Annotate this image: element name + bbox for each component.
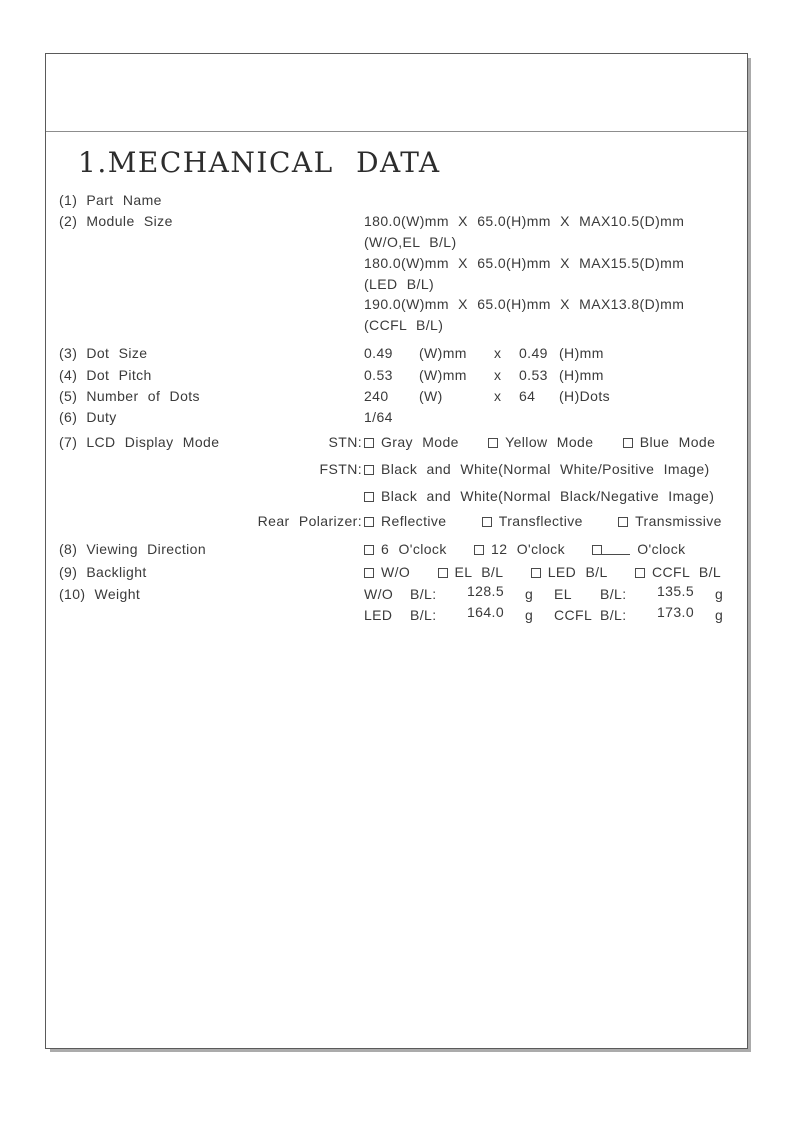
backlight-option <box>438 564 504 580</box>
item-dot-pitch <box>59 367 739 383</box>
value-part: (H)mm <box>559 345 604 361</box>
viewing-option-blank <box>592 541 685 557</box>
value-part: 0.53 <box>519 367 548 383</box>
weight-name: W/O <box>364 586 394 602</box>
option-label: Black and White(Normal White/Positive Image) <box>381 461 710 477</box>
mode-option <box>364 488 714 504</box>
module-size-line: 180.0(W)mm X 65.0(H)mm X MAX10.5(D)mm <box>364 213 685 229</box>
option-label: O'clock <box>637 541 686 557</box>
item-label-group <box>59 213 173 229</box>
item-number: (3) <box>59 345 78 361</box>
checkbox-icon <box>364 492 374 502</box>
option-label: LED B/L <box>547 564 608 580</box>
item-label-group <box>59 409 117 425</box>
value-part: x <box>494 367 502 383</box>
viewing-direction-options <box>364 541 686 557</box>
item-module-size <box>59 213 739 229</box>
option-label: Transmissive <box>635 513 722 529</box>
module-size-line: 180.0(W)mm X 65.0(H)mm X MAX15.5(D)mm <box>364 255 685 271</box>
value-part: x <box>494 345 502 361</box>
checkbox-icon <box>364 438 374 448</box>
module-size-line: (CCFL B/L) <box>364 317 444 333</box>
checkbox-icon <box>364 517 374 527</box>
lcd-mode-fstn-row <box>59 461 739 477</box>
option-label: Yellow Mode <box>505 434 594 450</box>
viewing-option <box>474 541 565 557</box>
item-backlight <box>59 564 739 580</box>
item-label: Module Size <box>86 213 173 229</box>
mode-option <box>618 513 722 529</box>
checkbox-icon <box>474 545 484 555</box>
item-number: (1) <box>59 192 78 208</box>
document-page <box>45 53 748 1049</box>
value-part: 64 <box>519 388 536 404</box>
value-part: 240 <box>364 388 389 404</box>
item-number: (10) <box>59 586 86 602</box>
item-label-group <box>59 388 200 404</box>
weight-unit: g <box>525 607 534 623</box>
item-module-size-cont <box>59 296 739 312</box>
option-label: Transflective <box>498 513 583 529</box>
mode-options <box>364 513 722 529</box>
checkbox-icon <box>482 517 492 527</box>
value-part: 0.49 <box>364 345 393 361</box>
option-label: Reflective <box>381 513 447 529</box>
weight-bl-label: B/L: <box>410 586 437 602</box>
item-number: (8) <box>59 541 78 557</box>
item-lcd-display-mode <box>59 434 739 450</box>
item-label: Duty <box>86 409 117 425</box>
weight-value: 164.0 <box>467 604 505 620</box>
mode-options <box>364 488 714 504</box>
weight-unit: g <box>715 607 724 623</box>
weight-value: 173.0 <box>657 604 695 620</box>
mode-option <box>364 461 710 477</box>
duty-value: 1/64 <box>364 409 393 425</box>
lcd-mode-fstn-row2 <box>59 488 739 504</box>
item-label-group <box>59 564 147 580</box>
value-part: (W)mm <box>419 345 467 361</box>
item-module-size-cont <box>59 276 739 292</box>
option-label: CCFL B/L <box>651 564 722 580</box>
item-number: (5) <box>59 388 78 404</box>
option-label: Gray Mode <box>381 434 459 450</box>
checkbox-icon <box>623 438 633 448</box>
item-label-group <box>59 541 206 557</box>
weight-bl-label: B/L: <box>600 586 627 602</box>
item-label: Dot Size <box>86 345 148 361</box>
item-label: LCD Display Mode <box>86 434 220 450</box>
page-title: 1.MECHANICAL DATA <box>78 146 441 179</box>
module-size-line: (LED B/L) <box>364 276 435 292</box>
item-part-name <box>59 192 739 208</box>
header-box <box>46 54 747 132</box>
item-label-group <box>59 192 162 208</box>
checkbox-icon <box>531 568 541 578</box>
checkbox-icon <box>364 568 374 578</box>
weight-name: LED <box>364 607 393 623</box>
item-number: (9) <box>59 564 78 580</box>
checkbox-icon <box>592 545 602 555</box>
checkbox-icon <box>438 568 448 578</box>
value-part: (H)Dots <box>559 388 611 404</box>
option-label: Black and White(Normal Black/Negative Image) <box>381 488 715 504</box>
option-label: Blue Mode <box>639 434 716 450</box>
module-size-line: 190.0(W)mm X 65.0(H)mm X MAX13.8(D)mm <box>364 296 685 312</box>
item-number-of-dots <box>59 388 739 404</box>
checkbox-icon <box>618 517 628 527</box>
mode-option <box>482 513 583 529</box>
value-part: (W)mm <box>419 367 467 383</box>
rear-polarizer-row <box>59 513 739 529</box>
mode-option <box>364 513 446 529</box>
weight-values <box>364 583 724 602</box>
item-label-group <box>59 345 147 361</box>
mode-row-prefix: Rear Polarizer: <box>257 513 362 529</box>
backlight-option <box>364 564 410 580</box>
blank-line <box>602 543 630 555</box>
weight-value: 128.5 <box>467 583 505 599</box>
item-number: (4) <box>59 367 78 383</box>
mode-options <box>364 434 715 450</box>
item-label-group <box>59 586 140 602</box>
dot-size-value <box>364 345 604 361</box>
item-label: Number of Dots <box>86 388 200 404</box>
weight-unit: g <box>715 586 724 602</box>
item-weight <box>59 583 739 602</box>
backlight-options <box>364 564 721 580</box>
weight-bl-label: B/L: <box>600 607 627 623</box>
weight-bl-label: B/L: <box>410 607 437 623</box>
value-part: (H)mm <box>559 367 604 383</box>
number-of-dots-value <box>364 388 610 404</box>
item-label: Part Name <box>86 192 162 208</box>
weight-values <box>364 604 724 623</box>
checkbox-icon <box>635 568 645 578</box>
item-module-size-cont <box>59 317 739 333</box>
option-label: 12 O'clock <box>491 541 565 557</box>
weight-name: EL <box>554 586 572 602</box>
backlight-option <box>531 564 608 580</box>
item-module-size-cont <box>59 234 739 250</box>
item-label: Dot Pitch <box>86 367 152 383</box>
weight-unit: g <box>525 586 534 602</box>
dot-pitch-value <box>364 367 604 383</box>
mode-option <box>623 434 716 450</box>
mode-option <box>488 434 593 450</box>
value-part: x <box>494 388 502 404</box>
item-label: Viewing Direction <box>86 541 207 557</box>
viewing-option <box>364 541 447 557</box>
checkbox-icon <box>364 465 374 475</box>
module-size-line: (W/O,EL B/L) <box>364 234 457 250</box>
value-part: 0.49 <box>519 345 548 361</box>
option-label: W/O <box>381 564 411 580</box>
item-weight-cont <box>59 604 739 623</box>
mode-row-prefix: STN: <box>328 434 362 450</box>
item-label: Weight <box>94 586 141 602</box>
item-number: (7) <box>59 434 78 450</box>
item-dot-size <box>59 345 739 361</box>
mode-option <box>364 434 459 450</box>
backlight-option <box>635 564 721 580</box>
option-label: EL B/L <box>454 564 504 580</box>
value-part: (W) <box>419 388 443 404</box>
option-label: 6 O'clock <box>381 541 447 557</box>
weight-value: 135.5 <box>657 583 695 599</box>
item-number: (6) <box>59 409 78 425</box>
checkbox-icon <box>488 438 498 448</box>
item-duty <box>59 409 739 425</box>
mode-options <box>364 461 710 477</box>
item-label-group <box>59 367 152 383</box>
item-number: (2) <box>59 213 78 229</box>
item-label: Backlight <box>86 564 147 580</box>
checkbox-icon <box>364 545 374 555</box>
value-part: 0.53 <box>364 367 393 383</box>
item-module-size-cont <box>59 255 739 271</box>
weight-name: CCFL <box>554 607 593 623</box>
item-viewing-direction <box>59 541 739 557</box>
mode-row-prefix: FSTN: <box>319 461 362 477</box>
